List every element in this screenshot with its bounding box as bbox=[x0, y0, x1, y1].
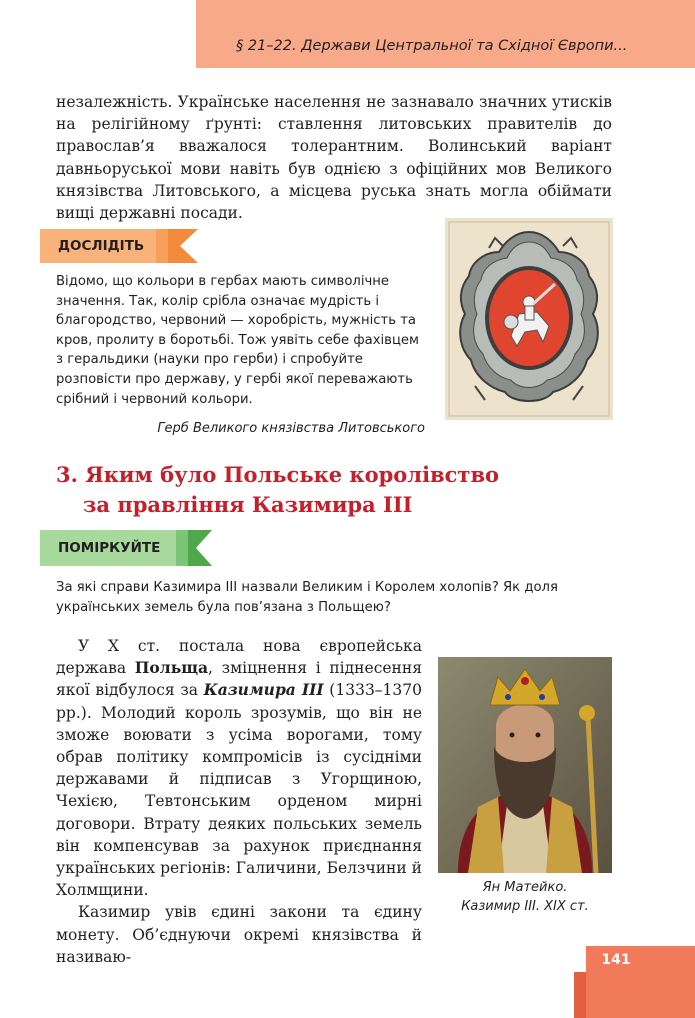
coat-of-arms-image bbox=[445, 218, 613, 420]
portrait-caption-line1: Ян Матейко. bbox=[482, 880, 568, 895]
think-tag-label: ПОМІРКУЙТЕ bbox=[58, 540, 161, 556]
page-number-shadow bbox=[574, 972, 586, 1018]
section-title-line2: за правління Казимира III bbox=[83, 492, 413, 517]
research-tag bbox=[40, 229, 198, 263]
intro-paragraph: незалежність. Українське населення не зазнавало значних утисків на релігійному ґрунті: ставлення литовських правителів до православ’я вважалося толерантним. Волинський варіант давньоруської мови навіть був однією з офіційних мов Великого князівства Литовського, а місцева руська знать могла обіймати вищі державні посади. bbox=[56, 93, 612, 223]
research-tag-label: ДОСЛІДІТЬ bbox=[58, 238, 145, 254]
main-text-c: (1333–1370 рр.). Молодий король зрозумів, що він не зможе воювати з усіма ворогами, тому обрав політику компромісів із сусідніми державами й підписав з Угорщиною, Чехією, Тевтонським орденом мирні договори. Втрату деяких польських земель він компенсував за рахунок приєднання українських регіонів: Галичини, Белзчини й Холмщини. bbox=[56, 681, 422, 900]
think-question: За які справи Казимира III назвали Великим і Королем холопів? Як доля українських земель була пов’язана з Польщею? bbox=[56, 580, 558, 615]
main-paragraph bbox=[56, 635, 422, 968]
portrait-caption-line2: Казимир III. XIX ст. bbox=[461, 899, 589, 914]
coat-of-arms-caption: Герб Великого князівства Литовського bbox=[157, 421, 425, 436]
header-band bbox=[196, 0, 695, 68]
main-text-a: У Х ст. постала нова європейська держава bbox=[56, 637, 422, 678]
term-casimir: Казимира III bbox=[203, 680, 324, 700]
think-tag bbox=[40, 530, 212, 566]
section-title-line1: Яким було Польське королівство bbox=[85, 462, 500, 487]
running-header: § 21–22. Держави Центральної та Східної Європи... bbox=[236, 38, 628, 54]
main-text-b: , зміцнення і піднесення якої відбулося за bbox=[56, 659, 422, 700]
section-heading bbox=[56, 460, 499, 520]
term-poland: Польща bbox=[134, 658, 209, 678]
main-text-p2: Казимир увів єдині закони та єдину монету. Об’єднуючи окремі князівства й називаю- bbox=[56, 903, 422, 966]
section-number: 3. bbox=[56, 462, 78, 487]
portrait-caption bbox=[438, 878, 612, 916]
page-number: 141 bbox=[601, 952, 631, 968]
casimir-portrait-image bbox=[438, 657, 612, 873]
research-text: Відомо, що кольори в гербах мають символічне значення. Так, колір срібла означає мудрість і благородство, червоний — хоробрість, мужність та кров, пролиту в боротьбі. Тож уявіть себе фахівцем з геральдики (науки про герби) і спробуйте розповісти про державу, у гербі якої переважають срібний і червоний кольори. bbox=[56, 274, 419, 407]
